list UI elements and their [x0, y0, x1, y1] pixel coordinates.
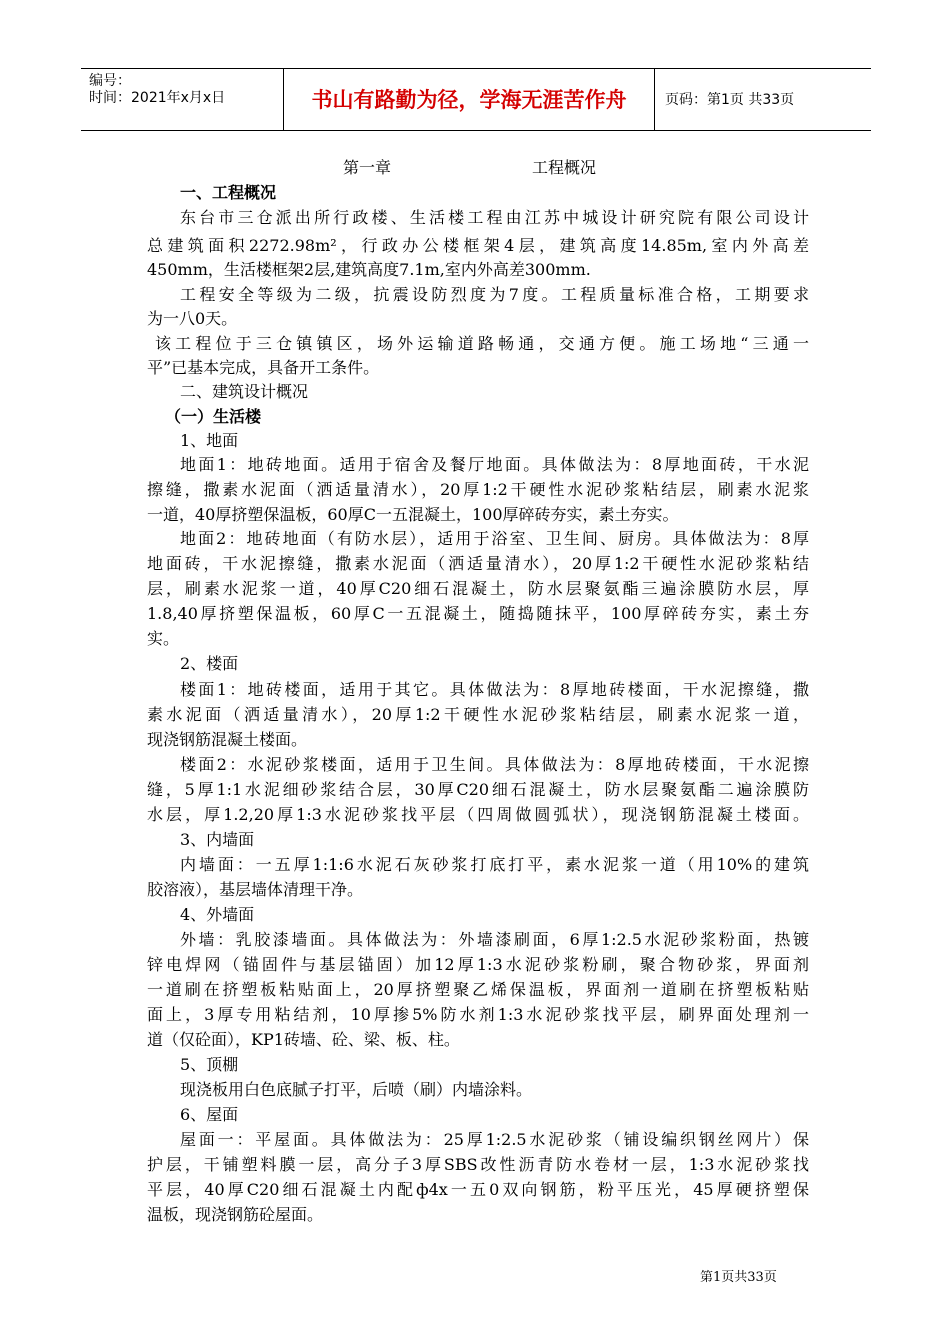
page-info: 页码：第1页 共33页 [665, 92, 795, 108]
time-label: 时间：2021年x月x日 [89, 90, 226, 106]
paragraph-line: 实。 [147, 629, 180, 648]
paragraph-line: 温板，现浇钢筋砼屋面。 [147, 1205, 324, 1224]
paragraph-line: 现浇板用白色底腻子打平，后喷（刷）内墙涂料。 [180, 1080, 533, 1099]
header-motto-cell [283, 69, 655, 130]
paragraph-line: 层，刷素水泥浆一道，40厚C20细石混凝土，防水层聚氨酯三遍涂膜防水层，厚 [147, 579, 809, 598]
item-heading: 3、内墙面 [180, 830, 255, 849]
paragraph-line: 锌电焊网（锚固件与基层锚固）加12厚1:3水泥砂浆粉刷，聚合物砂浆，界面剂 [147, 955, 809, 974]
paragraph-line: 1.8,40厚挤塑保温板，60厚C一五混凝土，随捣随抹平，100厚碎砖夯实，素土夯 [147, 604, 809, 623]
paragraph-line: 水层，厚1.2,20厚1:3水泥砂浆找平层（四周做圆弧状），现浇钢筋混凝土楼面。 [147, 805, 809, 824]
paragraph-line: 面上，3厚专用粘结剂，10厚掺5%防水剂1:3水泥砂浆找平层，刷界面处理剂一 [147, 1005, 809, 1024]
item-heading: 2、楼面 [180, 654, 239, 673]
paragraph-line: 楼面1：地砖楼面，适用于其它。具体做法为：8厚地砖楼面，干水泥擦缝，撒 [180, 680, 809, 699]
paragraph-line: 450mm，生活楼框架2层,建筑高度7.1m,室内外高差300mm. [147, 260, 591, 279]
paragraph-line: 东台市三仓派出所行政楼、生活楼工程由江苏中城设计研究院有限公司设计 [180, 208, 809, 227]
page-header [81, 68, 871, 131]
item-heading: 5、顶棚 [180, 1055, 239, 1074]
paragraph-line: 护层，干铺塑料膜一层，高分子3厚SBS改性沥青防水卷材一层，1:3水泥砂浆找 [147, 1155, 809, 1174]
item-heading: 6、屋面 [180, 1105, 239, 1124]
paragraph-line: 缝，5厚1:1水泥细砂浆结合层，30厚C20细石混凝土，防水层聚氨酯二遍涂膜防 [147, 780, 809, 799]
section-heading: 一、工程概况 [180, 183, 277, 202]
paragraph-line: 屋面一：平屋面。具体做法为：25厚1:2.5水泥砂浆（铺设编织钢丝网片）保 [180, 1130, 809, 1149]
code-label: 编号： [89, 73, 131, 89]
paragraph-line: 工程安全等级为二级，抗震设防烈度为7度。工程质量标准合格，工期要求 [180, 285, 809, 304]
paragraph-line: 一道刷在挤塑板粘贴面上，20厚挤塑聚乙烯保温板，界面剂一道刷在挤塑板粘贴 [147, 980, 809, 999]
paragraph-line: 地面砖，干水泥擦缝，撒素水泥面（洒适量清水），20厚1:2干硬性水泥砂浆粘结 [147, 554, 809, 573]
subsection-heading: （一）生活楼 [165, 407, 262, 426]
paragraph-line: 地面1：地砖地面。适用于宿舍及餐厅地面。具体做法为：8厚地面砖，干水泥 [180, 455, 809, 474]
paragraph-line: 平”已基本完成，具备开工条件。 [147, 358, 380, 377]
item-heading: 4、外墙面 [180, 905, 255, 924]
paragraph-line: 外墙：乳胶漆墙面。具体做法为：外墙漆刷面，6厚1:2.5水泥砂浆粉面，热镀 [180, 930, 809, 949]
chapter-number: 第一章 [343, 158, 392, 177]
paragraph-line: 总建筑面积2272.98m²，行政办公楼框架4层，建筑高度14.85m,室内外高差 [147, 236, 809, 255]
paragraph-line: 一道，40厚挤塑保温板，60厚C一五混凝土，100厚碎砖夯实，素土夯实。 [147, 505, 679, 524]
motto: 书山有路勤为径，学海无涯苦作舟 [311, 88, 627, 112]
paragraph-line: 该工程位于三仓镇镇区，场外运输道路畅通，交通方便。施工场地“三通一 [155, 334, 809, 353]
header-page-cell [655, 69, 871, 130]
paragraph-line: 楼面2：水泥砂浆楼面，适用于卫生间。具体做法为：8厚地砖楼面，干水泥擦 [180, 755, 809, 774]
header-meta-cell [81, 69, 283, 130]
item-heading: 1、地面 [180, 431, 239, 450]
paragraph-line: 内墙面：一五厚1:1:6水泥石灰砂浆打底打平，素水泥浆一道（用10%的建筑 [180, 855, 809, 874]
paragraph-line: 现浇钢筋混凝土楼面。 [147, 730, 308, 749]
section-heading: 二、建筑设计概况 [180, 382, 309, 401]
paragraph-line: 地面2：地砖地面（有防水层），适用于浴室、卫生间、厨房。具体做法为：8厚 [180, 529, 809, 548]
page-footer: 第1页共33页 [700, 1270, 777, 1285]
paragraph-line: 为一八0天。 [147, 309, 238, 328]
paragraph-line: 素水泥面（洒适量清水），20厚1:2干硬性水泥砂浆粘结层，刷素水泥浆一道， [147, 705, 809, 724]
chapter-title: 工程概况 [532, 158, 597, 177]
paragraph-line: 胶溶液），基层墙体清理干净。 [147, 880, 364, 899]
paragraph-line: 平层，40厚C20细石混凝土内配ф4x一五0双向钢筋，粉平压光，45厚硬挤塑保 [147, 1180, 809, 1199]
paragraph-line: 道（仅砼面），KP1砖墙、砼、梁、板、柱。 [147, 1030, 460, 1049]
paragraph-line: 擦缝，撒素水泥面（洒适量清水），20厚1:2干硬性水泥砂浆粘结层，刷素水泥浆 [147, 480, 809, 499]
